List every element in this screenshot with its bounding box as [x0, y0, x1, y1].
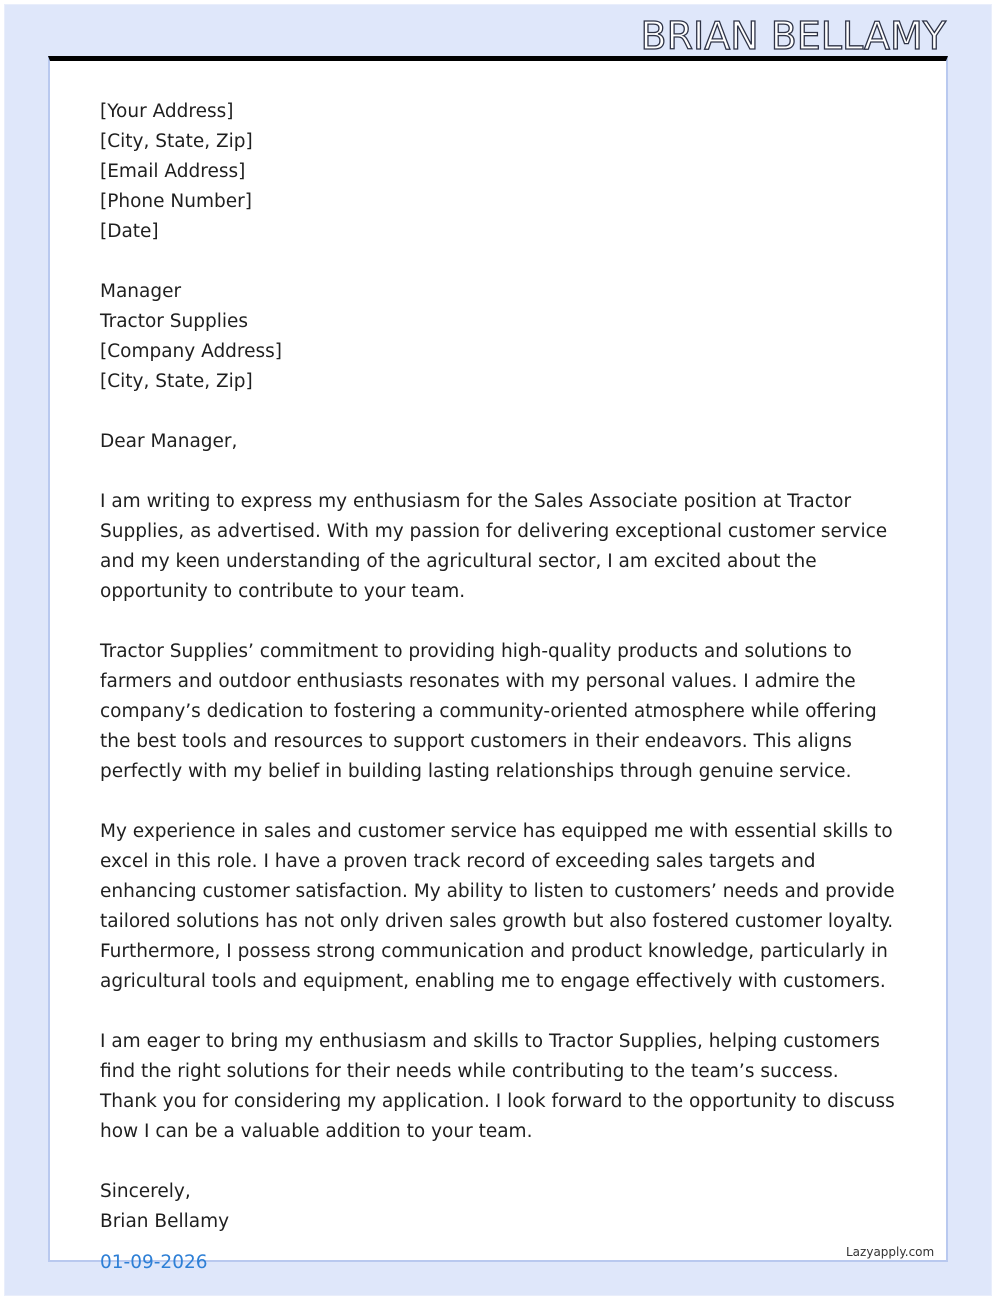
sender-date: [Date] — [100, 221, 159, 242]
watermark-text: Lazyapply.com — [846, 1245, 935, 1259]
valediction: Sincerely, — [100, 1181, 191, 1202]
spacer — [100, 1147, 900, 1177]
header-name: BRIAN BELLAMY — [640, 14, 946, 58]
spacer — [100, 397, 900, 427]
paragraph-2: Tractor Supplies’ commitment to providing high-quality products and solutions to farmers and outdoor enthusiasts resonates with my personal values. I admire the company’s dedication to fostering a community-oriented atmosphere while offering the best tools and resources to support customers in their endeavors. This aligns perfectly with my belief in building lasting relationships through genuine service. — [100, 641, 877, 782]
sender-city-state-zip: [City, State, Zip] — [100, 131, 253, 152]
spacer — [100, 247, 900, 277]
sender-address: [Your Address] — [100, 101, 234, 122]
recipient-company: Tractor Supplies — [100, 311, 249, 332]
letter-body — [100, 97, 900, 1237]
recipient-address: [Company Address] — [100, 341, 283, 362]
salutation: Dear Manager, — [100, 431, 238, 452]
spacer — [100, 457, 900, 487]
spacer — [100, 607, 900, 637]
recipient-block — [100, 277, 900, 397]
signature-name: Brian Bellamy — [100, 1211, 230, 1232]
spacer — [100, 997, 900, 1027]
recipient-title: Manager — [100, 281, 182, 302]
paragraph-3: My experience in sales and customer service has equipped me with essential skills to excel in this role. I have a proven track record of exceeding sales targets and enhancing customer satisfaction. My ability to listen to customers’ needs and provide tailored solutions has not only driven sales growth but also fostered customer loyalty. Furthermore, I possess strong communication and product knowledge, particularly in agricultural tools and equipment, enabling me to engage effectively with customers. — [100, 821, 895, 992]
spacer — [100, 787, 900, 817]
paragraph-1: I am writing to express my enthusiasm for the Sales Associate position at Tractor Supplies, as advertised. With my passion for delivering exceptional customer service and my keen understanding of the agricultural sector, I am excited about the opportunity to contribute to your team. — [100, 491, 888, 602]
sender-phone: [Phone Number] — [100, 191, 252, 212]
sender-block — [100, 97, 900, 247]
sender-email: [Email Address] — [100, 161, 246, 182]
recipient-city-state-zip: [City, State, Zip] — [100, 371, 253, 392]
paragraph-4: I am eager to bring my enthusiasm and skills to Tractor Supplies, helping customers find the right solutions for their needs while contributing to the team’s success. Thank you for considering my application. I look forward to the opportunity to discuss how I can be a valuable addition to your team. — [100, 1031, 895, 1142]
footer-date: 01-09-2026 — [100, 1252, 208, 1273]
